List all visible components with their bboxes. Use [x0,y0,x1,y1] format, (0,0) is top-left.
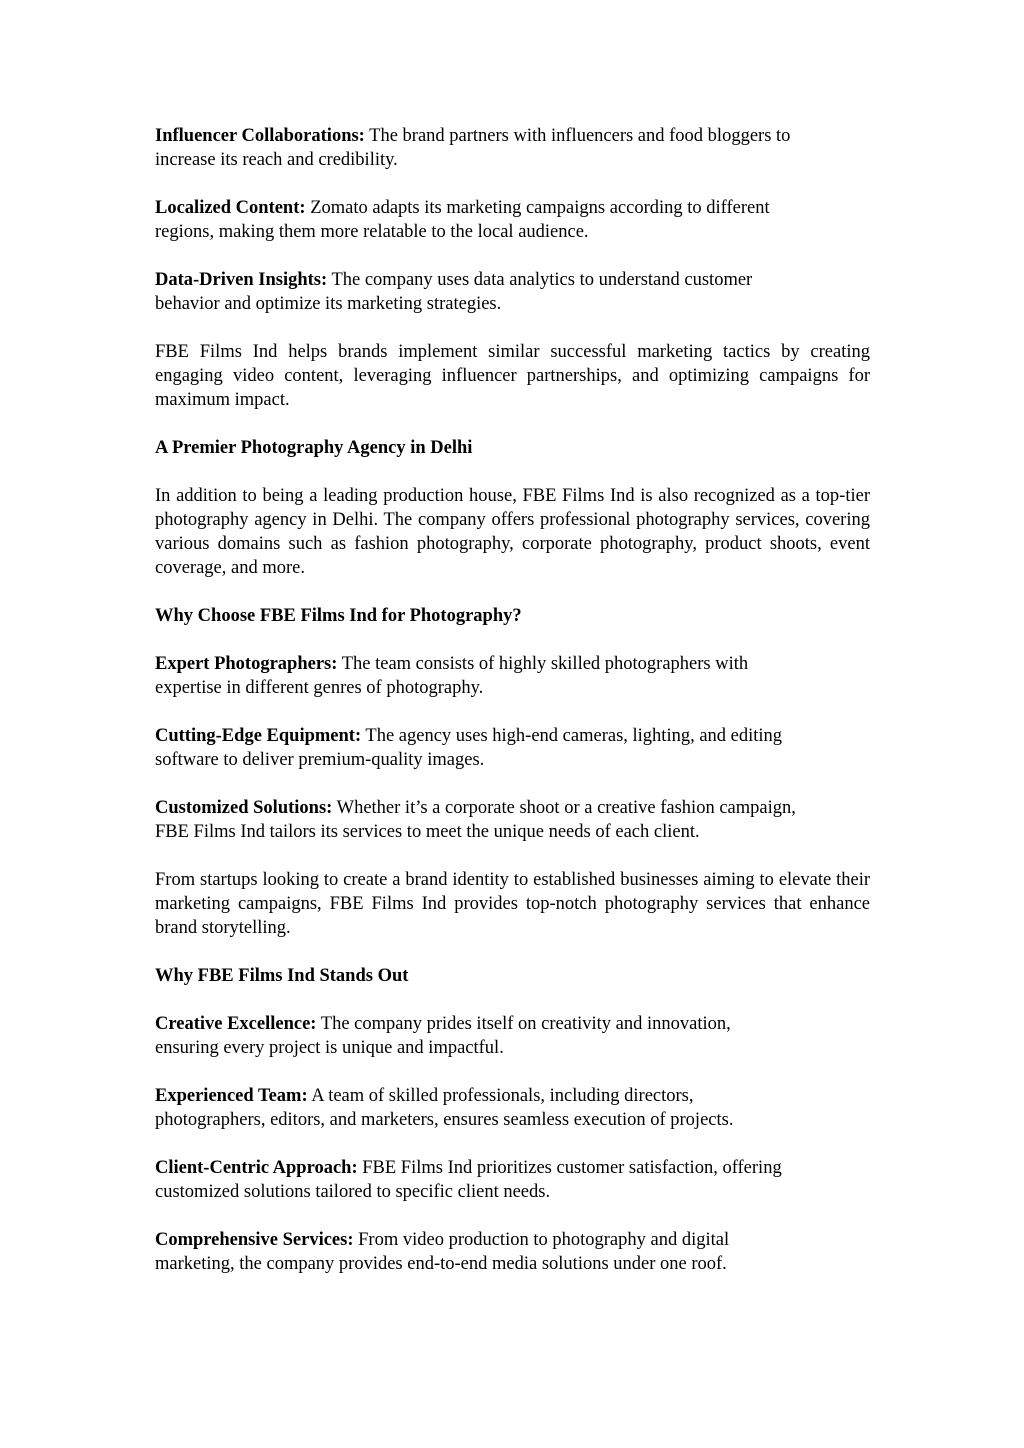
item-term: Creative Excellence: [155,1014,317,1034]
item-term: Localized Content: [155,198,306,218]
item-experienced-team [155,1084,870,1132]
paragraph-startups: From startups looking to create a brand identity to established businesses aiming to elevate their marketing campaigns, FBE Films Ind provides top-notch photography services that enhance brand storytelling. [155,870,870,938]
section-heading-photography-agency: A Premier Photography Agency in Delhi [155,438,473,458]
item-term: Data-Driven Insights: [155,270,328,290]
item-text: regions, making them more relatable to the local audience. [155,222,589,242]
item-comprehensive-services [155,1228,870,1276]
item-data-driven-insights [155,268,870,316]
section-heading-stands-out: Why FBE Films Ind Stands Out [155,966,409,986]
item-term: Experienced Team: [155,1086,308,1106]
item-text: photographers, editors, and marketers, ensures seamless execution of projects. [155,1110,734,1130]
item-text: FBE Films Ind prioritizes customer satisfaction, offering [362,1158,782,1178]
item-text: customized solutions tailored to specific client needs. [155,1182,551,1202]
item-text: marketing, the company provides end-to-end media solutions under one roof. [155,1254,727,1274]
item-text: A team of skilled professionals, including directors, [311,1086,694,1106]
item-text: FBE Films Ind tailors its services to meet the unique needs of each client. [155,822,700,842]
item-text: Zomato adapts its marketing campaigns according to different [310,198,770,218]
item-term: Comprehensive Services: [155,1230,354,1250]
item-term: Client-Centric Approach: [155,1158,358,1178]
item-client-centric-approach [155,1156,870,1204]
item-text: software to deliver premium-quality images. [155,750,485,770]
item-term: Customized Solutions: [155,798,333,818]
item-text: increase its reach and credibility. [155,150,398,170]
item-text: The brand partners with influencers and food bloggers to [369,126,791,146]
item-customized-solutions [155,796,870,844]
item-text: From video production to photography and digital [358,1230,730,1250]
item-localized-content [155,196,870,244]
item-text: The team consists of highly skilled photographers with [341,654,749,674]
item-influencer-collaborations [155,124,870,172]
item-text: behavior and optimize its marketing strategies. [155,294,502,314]
item-text: The company prides itself on creativity and innovation, [320,1014,731,1034]
item-term: Expert Photographers: [155,654,338,674]
item-text: Whether it’s a corporate shoot or a creative fashion campaign, [336,798,796,818]
item-cutting-edge-equipment [155,724,870,772]
item-text: The agency uses high-end cameras, lighting, and editing [365,726,783,746]
item-text: ensuring every project is unique and impactful. [155,1038,504,1058]
paragraph-photography-agency: In addition to being a leading production house, FBE Films Ind is also recognized as a top-tier photography agency in Delhi. The company offers professional photography services, covering various domains such as fashion photography, corporate photography, product shoots, event coverage, and more. [155,486,870,578]
item-text: The company uses data analytics to understand customer [331,270,753,290]
item-expert-photographers [155,652,870,700]
item-term: Cutting-Edge Equipment: [155,726,362,746]
paragraph-marketing-tactics: FBE Films Ind helps brands implement similar successful marketing tactics by creating engaging video content, leveraging influencer partnerships, and optimizing campaigns for maximum impact. [155,342,870,410]
item-creative-excellence [155,1012,870,1060]
document-page [155,124,870,1300]
section-heading-why-choose: Why Choose FBE Films Ind for Photography? [155,606,522,626]
item-text: expertise in different genres of photography. [155,678,484,698]
item-term: Influencer Collaborations: [155,126,365,146]
